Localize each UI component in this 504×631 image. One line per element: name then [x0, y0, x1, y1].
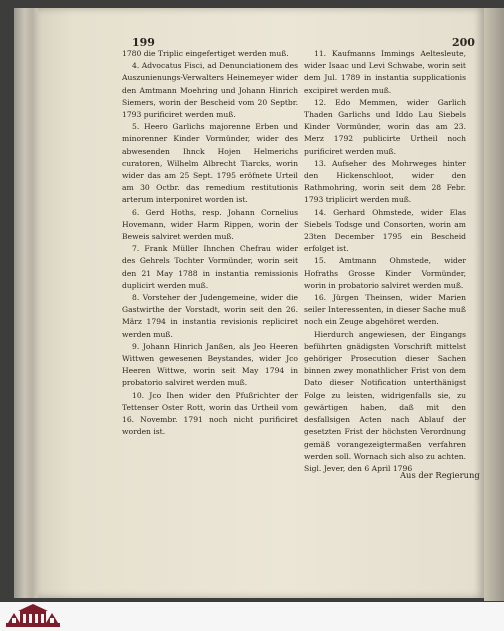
entry-paragraph: 7. Frank Müller Ihnchen Chefrau wider des Gehrels Tochter Vormünder, worin seit den 21 May 1788 in instantia remissionis duplicirt werden muß.	[122, 244, 298, 290]
book-right-page-edge	[484, 8, 504, 602]
entry-paragraph: 9. Johann Hinrich Janßen, als Jeo Heeren Wittwen gewesenen Beystandes, wider Jco Heeren Wittwe, worin seit May 1794 in probatorio salviret werden muß.	[122, 341, 298, 388]
catchword: Aus der Regierung	[400, 470, 480, 480]
entry-paragraph: 12. Edo Memmen, wider Garlich Thaden Garlichs und Iddo Lau Siebels Kinder Vormünder, worin das am 23. Merz 1792 publicirte Urtheil noch purificiret werden muß.	[304, 97, 466, 156]
entry-paragraph: 11. Kaufmanns Immings Aeltesleute, wider Isaac und Levi Schwabe, worin seit dem Jul. 1789 in instantia supplicationis excipiret werden muß.	[304, 49, 466, 95]
right-text-column	[304, 48, 466, 475]
entry-paragraph: 6. Gerd Hoths, resp. Johann Cornelius Hovemann, wider Harm Rippen, worin der Beweis salviret werden muß.	[122, 207, 298, 242]
footer-divider	[0, 601, 504, 602]
page-number-left: 199	[132, 36, 155, 49]
closing-paragraph: Hierdurch angewiesen, der Eingangs beführten gnädigsten Vorschrift mittelst gehöriger Prosecution dieser Sachen binnen zwey monathlicher Frist von dem Dato dieser Notification unterthänigst Folge zu leisten, widrigenfalls sie, zu gewärtigen haben, daß mit den desfallsigen Acten nach Ablauf der gesetzten Frist der höchsten Verordnung gemäß vorangezeigtermaßen verfahren werden soll. Wornach sich also zu achten. Sigl. Jever, den 6 April 1796	[304, 329, 466, 473]
entry-paragraph: 13. Aufseher des Mohrweges hinter den Hickenschloot, wider den Rathmohring, worin seit dem 28 Febr. 1793 triplicirt werden muß.	[304, 158, 466, 205]
viewer-footer	[0, 602, 504, 631]
library-building-logo	[4, 603, 62, 629]
entry-paragraph: 14. Gerhard Ohmstede, wider Elas Siebels Todsge und Consorten, worin am 23ten December 1795 ein Bescheid erfolget ist.	[304, 207, 466, 254]
entry-paragraph: 16. Jürgen Theinsen, wider Marien seiler Interessenten, in dieser Sache muß noch ein Zeuge abgehöret werden.	[304, 293, 466, 327]
entry-paragraph: 1780 die Triplic eingefertiget werden muß.	[122, 49, 289, 58]
page-number-right: 200	[452, 36, 475, 49]
entry-paragraph: 5. Heero Garlichs majorenne Erben und minorenner Kinder Vormünder, wider des abwesenden Ihnck Hojen Helmerichs curatoren, Wilhelm Albrecht Tiarcks, worin wider das am 25 Sept. 1795 eröfnete Urteil am 30 Octbr. das remedium restitutionis arterum interponiret worden ist.	[122, 122, 298, 205]
left-text-column	[122, 48, 298, 439]
entry-paragraph: 10. Jco Ihen wider den Pfußrichter der Tettenser Oster Rott, worin das Urtheil vom 16. Novembr. 1791 noch nicht purificiret worden ist.	[122, 390, 298, 437]
book-left-page-edge	[14, 8, 40, 598]
entry-paragraph: 15. Amtmann Ohmstede, wider Hofraths Grosse Kinder Vormünder, worin in probatorio salviret werden muß.	[304, 256, 466, 290]
entry-paragraph: 8. Vorsteher der Judengemeine, wider die Gastwirthe der Vorstadt, worin seit den 26. März 1794 in instantia revisionis repliciret werden muß.	[122, 293, 298, 339]
entry-paragraph: 4. Advocatus Fisci, ad Denunciationem des Auszunienungs-Verwalters Heinemeyer wider den Amtmann Moehring und Johann Hinrich Siemers, worin der Bescheid vom 20 Septbr. 1793 purificiret werden muß.	[122, 61, 298, 120]
